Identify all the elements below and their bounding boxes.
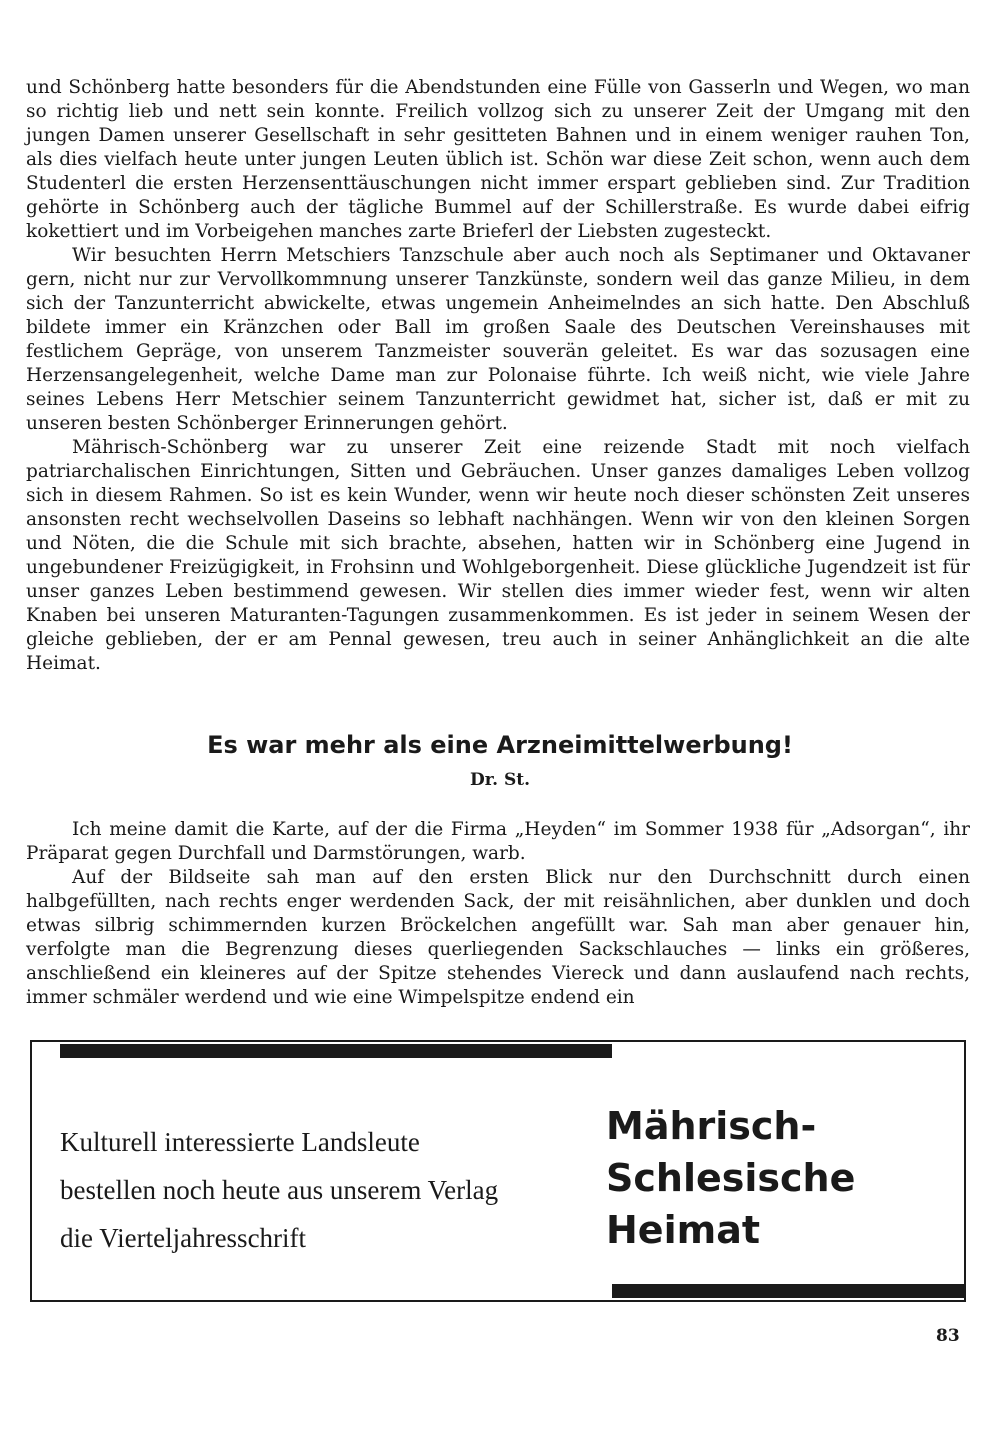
article-heading: Es war mehr als eine Arzneimittelwerbung! <box>207 731 793 759</box>
ad-title-line-2: Schlesische <box>606 1156 856 1200</box>
article-paragraph-1: Ich meine damit die Karte, auf der die Firma „Heyden“ im Sommer 1938 für „Adsorgan“, ihr Präparat gegen Durchfall und Darmstörungen, warb. <box>26 819 970 864</box>
ad-decor-bar-top <box>60 1044 612 1058</box>
ad-left-line-1: Kulturell interessierte Landsleute <box>60 1127 420 1157</box>
ad-title-line-3: Heimat <box>606 1208 761 1252</box>
article-author: Dr. St. <box>469 770 531 790</box>
article-body <box>26 818 970 1010</box>
ad-text-left <box>60 1118 498 1262</box>
body-text-top <box>26 76 970 676</box>
ad-title-right <box>606 1100 855 1256</box>
page-number: 83 <box>936 1326 960 1346</box>
article-paragraph-2: Auf der Bildseite sah man auf den ersten Blick nur den Durchschnitt durch einen halbgefüllten, nach rechts enger werdenden Sack, der mit reisähnlichen, aber dunklen und doch etwas silbrig schimmernden kurzen Bröckelchen angefüllt war. Sah man aber genauer hin, verfolgte man die Begrenzung dieses querliegenden Sackschlauches — links ein größeres, anschließend ein kleineres auf der Spitze stehendes Viereck und dann auslaufend nach rechts, immer schmäler werdend und wie eine Wimpelspitze endend ein <box>26 867 970 1008</box>
paragraph-3: Mährisch-Schönberg war zu unserer Zeit eine reizende Stadt mit noch vielfach patriarchalischen Einrichtungen, Sitten und Gebräuchen. Unser ganzes damaliges Leben vollzog sich in diesem Rahmen. So ist es kein Wunder, wenn wir heute noch dieser schönsten Zeit unseres ansonsten recht wechselvollen Daseins so lebhaft nachhängen. Wenn wir von den kleinen Sorgen und Nöten, die die Schule mit sich brachte, absehen, hatten wir in Schönberg eine Jugend in ungebundener Freizügigkeit, in Frohsinn und Wohlgeborgenheit. Diese glückliche Jugendzeit ist für unser ganzes Leben bestimmend gewesen. Wir stellen dies immer wieder fest, wenn wir alten Knaben bei unseren Maturanten-Tagungen zusammenkommen. Es ist jeder in seinem Wesen der gleiche geblieben, der er am Pennal gewesen, treu auch in seiner Anhänglichkeit an die alte Heimat. <box>26 437 970 674</box>
ad-left-line-2: bestellen noch heute aus unserem Verlag <box>60 1175 499 1205</box>
ad-left-line-3: die Vierteljahresschrift <box>60 1223 307 1253</box>
paragraph-2: Wir besuchten Herrn Metschiers Tanzschule aber auch noch als Septimaner und Oktavaner gern, nicht nur zur Vervollkommnung unserer Tanzkünste, sondern weil das ganze Milieu, in dem sich der Tanzunterricht abwickelte, etwas ungemein Anheimelndes an sich hatte. Den Abschluß bildete immer ein Kränzchen oder Ball im großen Saale des Deutschen Vereinshauses mit festlichem Gepräge, von unserem Tanzmeister souverän geleitet. Es war das sozusagen eine Herzensangelegenheit, welche Dame man zur Polonaise führte. Ich weiß nicht, wie viele Jahre seines Lebens Herr Metschier seinem Tanzunterricht gewidmet hat, sicher ist, daß er mit zu unseren besten Schönberger Erinnerungen gehört. <box>26 245 970 434</box>
ad-decor-bar-bottom <box>612 1284 966 1298</box>
ad-title-line-1: Mährisch- <box>606 1104 817 1148</box>
paragraph-1: und Schönberg hatte besonders für die Abendstunden eine Fülle von Gasserln und Wegen, wo man so richtig lieb und nett sein konnte. Freilich vollzog sich zu unserer Zeit der Umgang mit den jungen Damen unserer Gesellschaft in sehr gesitteten Bahnen und in einem weniger rauhen Ton, als dies vielfach heute unter jungen Leuten üblich ist. Schön war diese Zeit schon, wenn auch dem Studenterl die ersten Herzensenttäuschungen nicht immer erspart geblieben sind. Zur Tradition gehörte in Schönberg auch der tägliche Bummel auf der Schillerstraße. Es wurde dabei eifrig kokettiert und im Vorbeigehen manches zarte Brieferl der Liebsten zugesteckt. <box>26 77 970 242</box>
advertisement-box <box>30 1040 966 1302</box>
